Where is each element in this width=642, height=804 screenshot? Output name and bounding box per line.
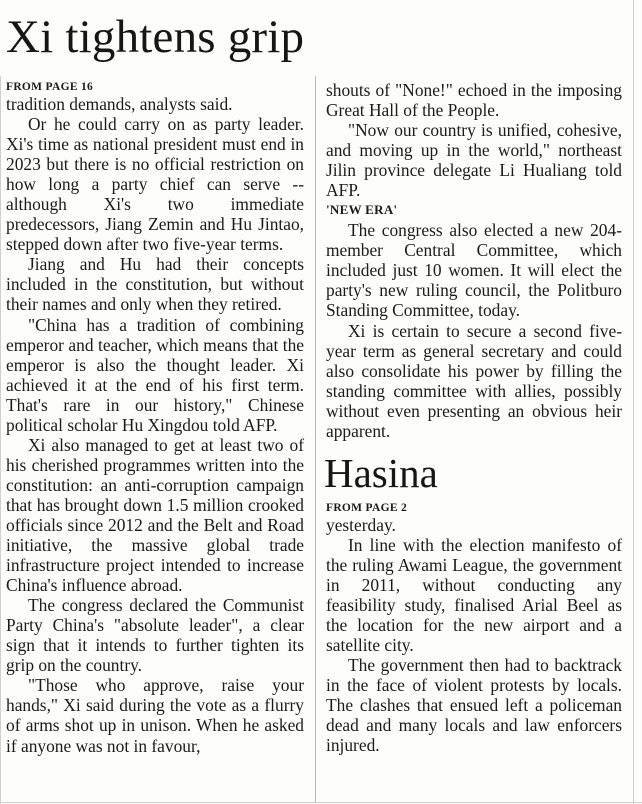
paragraph: "Those who approve, raise your hands," Xi said during the vote as a flurry of arms shot up in unison. When he asked if anyone was not in favour,	[6, 675, 304, 756]
jump-line-from-page-16: FROM PAGE 16	[6, 81, 94, 93]
paragraph: Jiang and Hu had their concepts included in the constitution, but without their names and only when they retired.	[6, 254, 304, 315]
subhead-new-era: 'NEW ERA'	[326, 202, 398, 218]
bottom-page-rule	[0, 802, 642, 803]
story-headline-xi: Xi tightens grip	[6, 11, 305, 63]
paragraph: shouts of "None!" echoed in the imposing Great Hall of the People.	[326, 80, 622, 121]
paragraph: Xi also managed to get at least two of his cherished programmes written into the constitution: an anti-corruption campaign that has brought down 1.5 million crooked officials since 2012 and the Belt and Road initiative, the massive global trade infrastructure project intended to increase China's influence abroad.	[6, 434, 304, 596]
left-column-rule	[0, 76, 1, 804]
paragraph: yesterday.	[326, 514, 396, 535]
paragraph: Xi is certain to secure a second five-year term as general secretary and could also consolidate his power by filling the standing committee with allies, possibly without even presenting an obvious heir apparent.	[326, 320, 622, 441]
column-divider	[315, 76, 316, 802]
story-headline-hasina: Hasina	[324, 449, 438, 496]
paragraph: tradition demands, analysts said.	[6, 94, 233, 114]
paragraph: The congress declared the Communist Party China's "absolute leader", a clear sign that it intends to further tighten its grip on the country.	[6, 595, 304, 676]
paragraph: The government then had to backtrack in the face of violent protests by locals. The clashes that ensued left a policeman dead and many locals and law enforcers injured.	[326, 655, 622, 756]
paragraph: In line with the election manifesto of the ruling Awami League, the government in 2011, without conducting any feasibility study, finalised Arial Beel as the location for the new airport and a satellite city.	[326, 534, 622, 656]
paragraph: "Now our country is unified, cohesive, and moving up in the world," northeast Jilin province delegate Li Hualiang told AFP.	[326, 120, 622, 201]
paragraph: Or he could carry on as party leader. Xi's time as national president must end in 2023 but there is no official restriction on how long a party chief can serve -- although Xi's two immediate predecessors, Jiang Zemin and Hu Jintao, stepped down after two five-year terms.	[6, 114, 304, 255]
story-xi-left-column	[6, 80, 304, 756]
story-xi-right-column	[326, 80, 622, 755]
right-page-rule	[633, 0, 634, 804]
paragraph: "China has a tradition of combining emperor and teacher, which means that the emperor is also the thought leader. Xi achieved it at the end of his first term. That's rare in our history," Chinese political scholar Hu Xingdou told AFP.	[6, 314, 304, 435]
paragraph: The congress also elected a new 204-member Central Committee, which included just 10 women. It will elect the party's new ruling council, the Politburo Standing Committee, today.	[326, 220, 622, 321]
jump-line-from-page-2: FROM PAGE 2	[326, 501, 408, 514]
